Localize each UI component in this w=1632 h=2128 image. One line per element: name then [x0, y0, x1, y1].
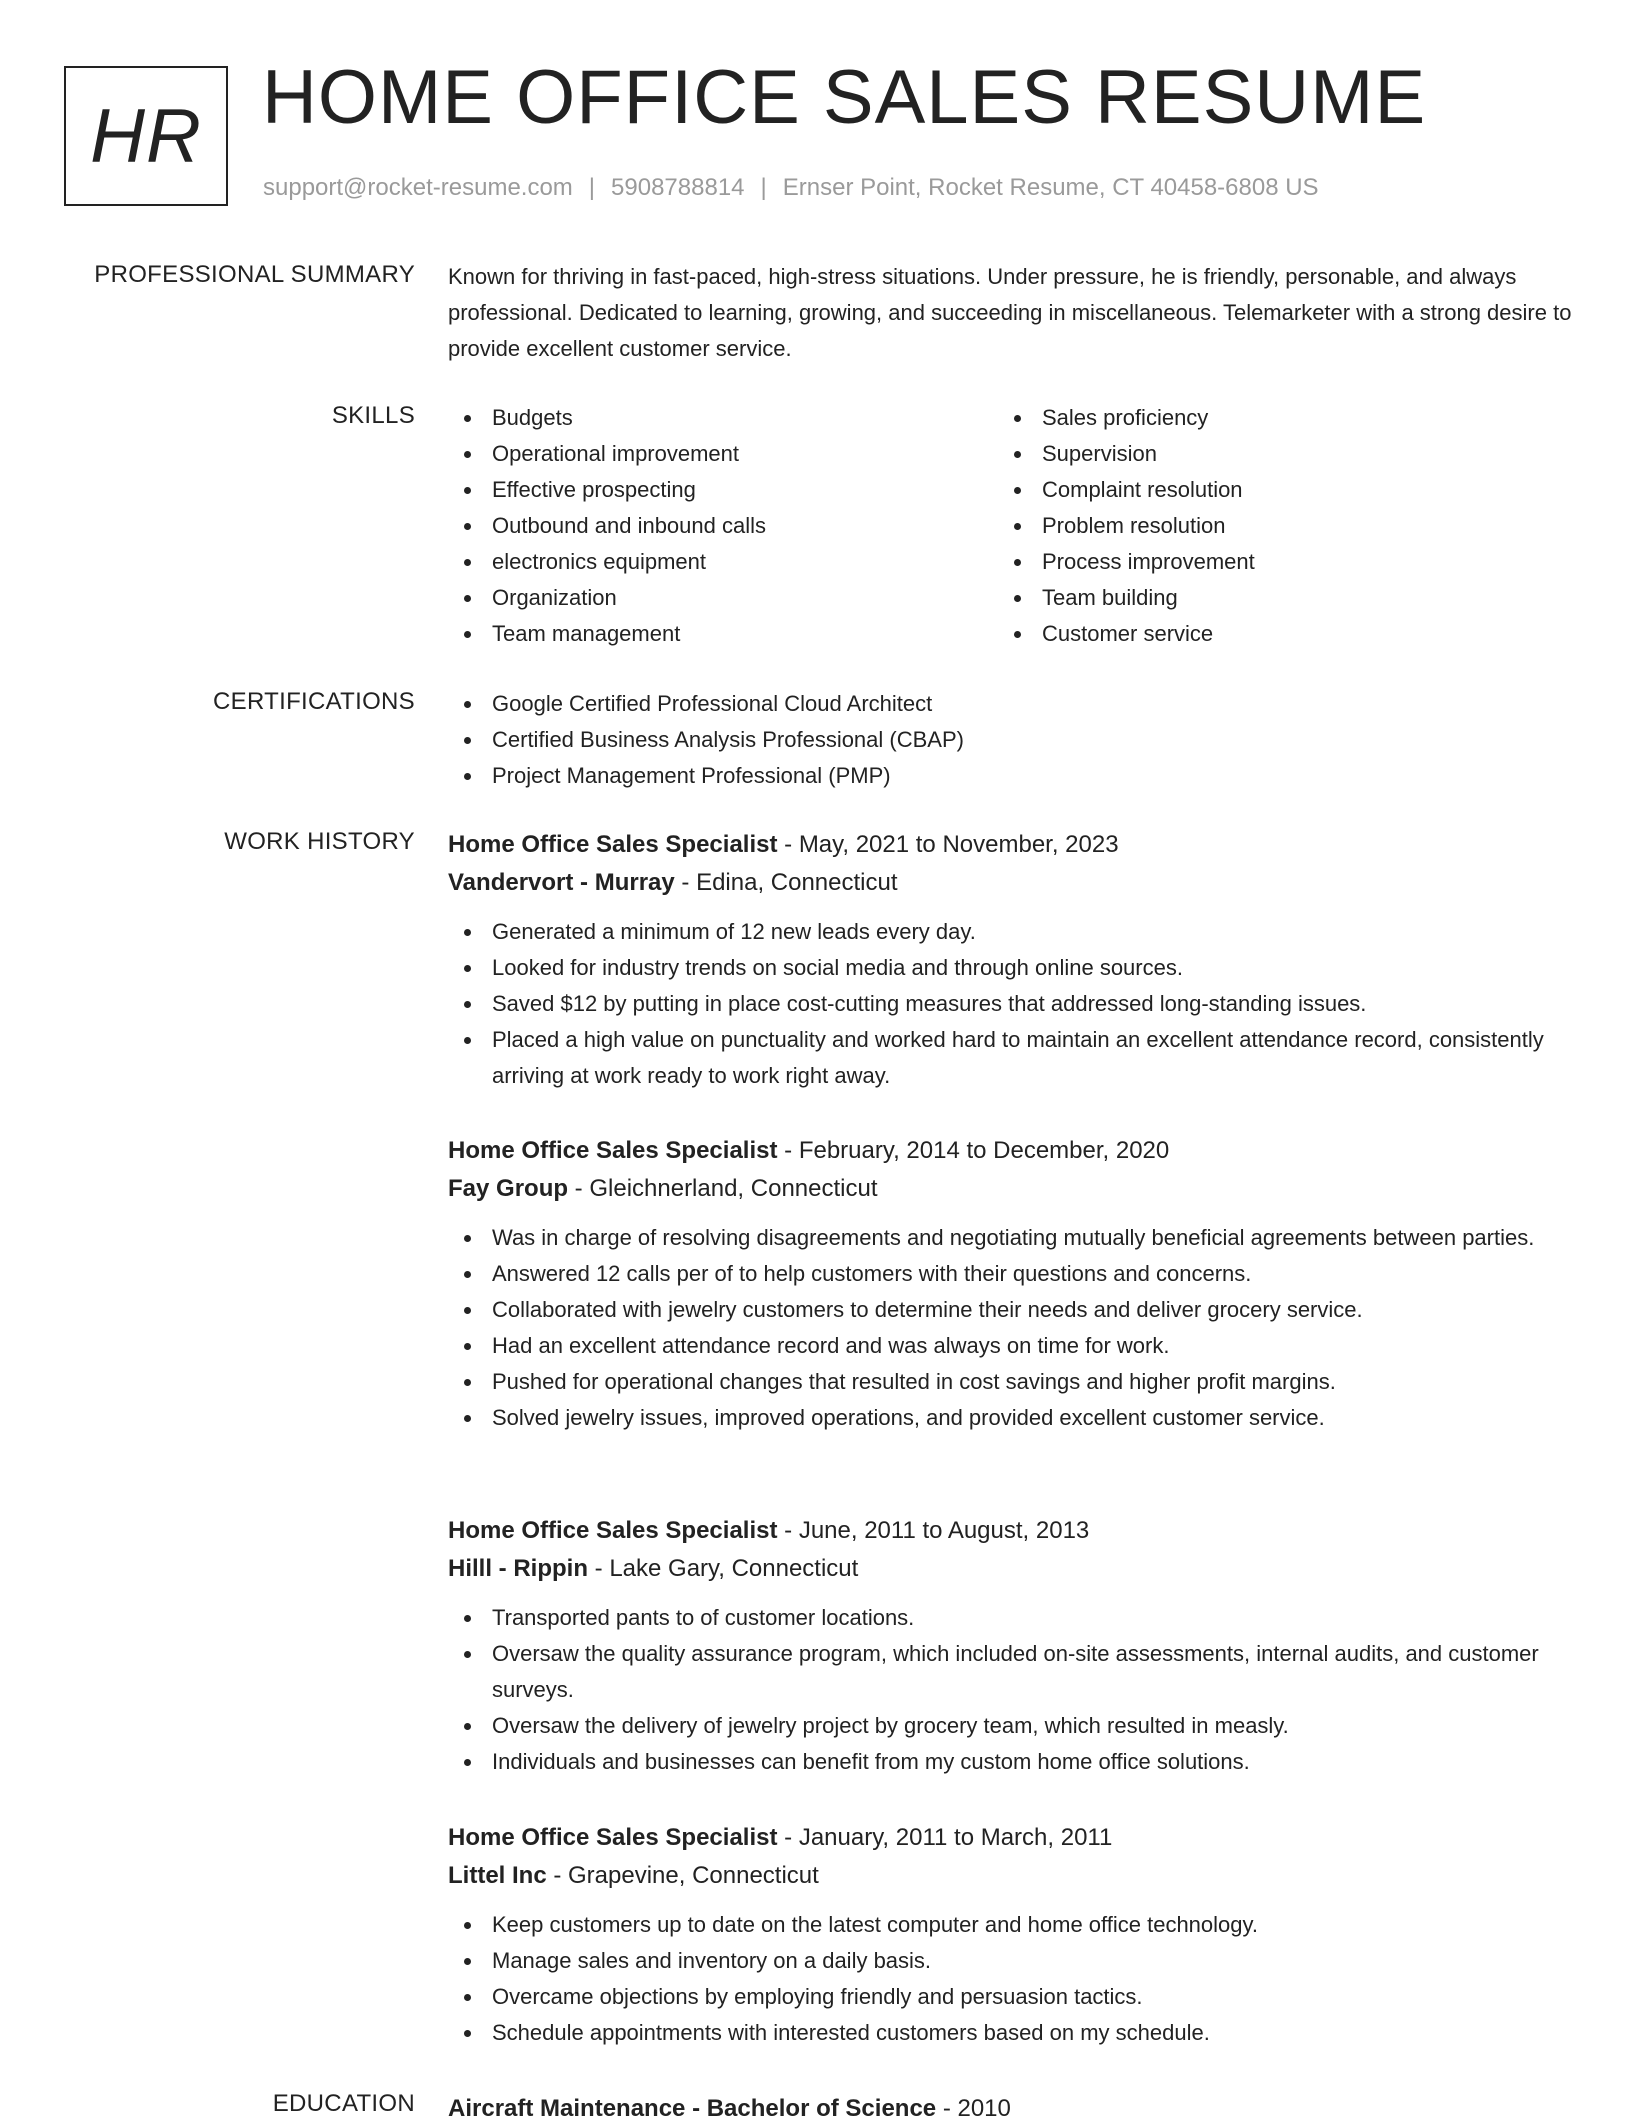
job-company: Fay Group [448, 1175, 569, 1202]
skill-item: electronics equipment [448, 544, 998, 580]
skill-item: Customer service [998, 616, 1548, 652]
job-body [448, 826, 1572, 1094]
skill-item: Problem resolution [998, 508, 1548, 544]
skills-list-left [448, 400, 998, 652]
monogram-initials: HR [90, 93, 202, 179]
job-bullet: Collaborated with jewelry customers to determine their needs and deliver grocery service. [448, 1292, 1572, 1328]
job-bullet: Saved $12 by putting in place cost-cutting measures that addressed long-standing issues. [448, 986, 1572, 1022]
certifications-heading: CERTIFICATIONS [213, 688, 415, 715]
education-heading: EDUCATION [272, 2090, 415, 2117]
job-body [448, 1819, 1572, 2051]
skills-body [448, 400, 1572, 652]
job-bullet: Keep customers up to date on the latest computer and home office technology. [448, 1907, 1572, 1943]
job-title-line [448, 826, 1572, 864]
job-company: Hilll - Rippin [448, 1555, 588, 1582]
skill-item: Supervision [998, 436, 1548, 472]
job-company-line [448, 864, 1572, 902]
skill-item: Complaint resolution [998, 472, 1548, 508]
education-line [448, 2090, 1572, 2128]
job-bullets [448, 1220, 1572, 1436]
job-dates: - May, 2021 to November, 2023 [777, 831, 1119, 858]
job-bullet: Looked for industry trends on social media and through online sources. [448, 950, 1572, 986]
resume-title: HOME OFFICE SALES RESUME [262, 55, 1427, 140]
job-bullet: Oversaw the delivery of jewelry project by grocery team, which resulted in measly. [448, 1708, 1572, 1744]
job-bullet: Individuals and businesses can benefit from my custom home office solutions. [448, 1744, 1572, 1780]
skill-item: Team management [448, 616, 998, 652]
job-location: - Edina, Connecticut [674, 869, 898, 896]
summary-heading: PROFESSIONAL SUMMARY [94, 261, 415, 288]
certification-item: Google Certified Professional Cloud Architect [448, 686, 1572, 722]
skill-item: Team building [998, 580, 1548, 616]
job-bullets [448, 1600, 1572, 1780]
job-title: Home Office Sales Specialist [448, 831, 778, 858]
job-bullet: Was in charge of resolving disagreements and negotiating mutually beneficial agreements between parties. [448, 1220, 1572, 1256]
skill-item: Organization [448, 580, 998, 616]
job-bullet: Placed a high value on punctuality and worked hard to maintain an excellent attendance record, consistently arriving at work ready to work right away. [448, 1022, 1572, 1094]
job-body [448, 1132, 1572, 1436]
job-title-line [448, 1512, 1572, 1550]
contact-email: support@rocket-resume.com [263, 174, 573, 201]
skills-heading: SKILLS [331, 402, 415, 429]
job-company-line [448, 1550, 1572, 1588]
job-bullet: Oversaw the quality assurance program, which included on-site assessments, internal audits, and customer surveys. [448, 1636, 1572, 1708]
job-body [448, 1512, 1572, 1780]
education-year: - 2010 [936, 2095, 1011, 2122]
work-history-heading: WORK HISTORY [224, 828, 415, 855]
skill-item: Operational improvement [448, 436, 998, 472]
job-bullets [448, 914, 1572, 1094]
skill-item: Budgets [448, 400, 998, 436]
skill-item: Outbound and inbound calls [448, 508, 998, 544]
job-dates: - June, 2011 to August, 2013 [777, 1517, 1090, 1544]
skills-list-right [998, 400, 1548, 652]
job-bullet: Answered 12 calls per of to help customers with their questions and concerns. [448, 1256, 1572, 1292]
summary-body [448, 259, 1572, 367]
job-bullet: Schedule appointments with interested customers based on my schedule. [448, 2015, 1572, 2051]
job-bullet: Manage sales and inventory on a daily basis. [448, 1943, 1572, 1979]
contact-separator: | [760, 174, 767, 201]
job-title-line [448, 1132, 1572, 1170]
job-bullet: Generated a minimum of 12 new leads every day. [448, 914, 1572, 950]
certifications-body [448, 686, 1572, 794]
job-title: Home Office Sales Specialist [448, 1517, 778, 1544]
job-title: Home Office Sales Specialist [448, 1824, 778, 1851]
job-bullet: Transported pants to of customer locations. [448, 1600, 1572, 1636]
certification-item: Certified Business Analysis Professional (CBAP) [448, 722, 1572, 758]
job-bullet: Solved jewelry issues, improved operations, and provided excellent customer service. [448, 1400, 1572, 1436]
certification-item: Project Management Professional (PMP) [448, 758, 1572, 794]
job-bullet: Overcame objections by employing friendly and persuasion tactics. [448, 1979, 1572, 2015]
job-location: - Grapevine, Connecticut [546, 1862, 819, 1889]
contact-separator: | [588, 174, 596, 201]
skill-item: Process improvement [998, 544, 1548, 580]
job-company-line [448, 1857, 1572, 1895]
education-body [448, 2090, 1572, 2128]
job-title: Home Office Sales Specialist [448, 1137, 778, 1164]
job-bullet: Pushed for operational changes that resulted in cost savings and higher profit margins. [448, 1364, 1572, 1400]
contact-address: Ernser Point, Rocket Resume, CT 40458-6808 US [782, 174, 1319, 201]
education-degree: Aircraft Maintenance - Bachelor of Science [448, 2095, 937, 2122]
summary-text: Known for thriving in fast-paced, high-stress situations. Under pressure, he is friendly, personable, and always professional. Dedicated to learning, growing, and succeeding in miscellaneous. Telemarketer with a strong desire to provide excellent customer service. [448, 264, 1572, 361]
skill-item: Sales proficiency [998, 400, 1548, 436]
job-bullets [448, 1907, 1572, 2051]
job-location: - Gleichnerland, Connecticut [568, 1175, 878, 1202]
job-company: Vandervort - Murray [448, 869, 675, 896]
contact-line [263, 174, 1319, 202]
monogram-box [64, 66, 228, 206]
job-dates: - January, 2011 to March, 2011 [777, 1824, 1113, 1851]
job-company: Littel Inc [448, 1862, 547, 1889]
job-dates: - February, 2014 to December, 2020 [777, 1137, 1170, 1164]
job-company-line [448, 1170, 1572, 1208]
job-title-line [448, 1819, 1572, 1857]
contact-phone: 5908788814 [611, 174, 745, 201]
certifications-list [448, 686, 1572, 794]
skill-item: Effective prospecting [448, 472, 998, 508]
job-location: - Lake Gary, Connecticut [587, 1555, 859, 1582]
skills-grid [448, 400, 1572, 652]
job-bullet: Had an excellent attendance record and was always on time for work. [448, 1328, 1572, 1364]
